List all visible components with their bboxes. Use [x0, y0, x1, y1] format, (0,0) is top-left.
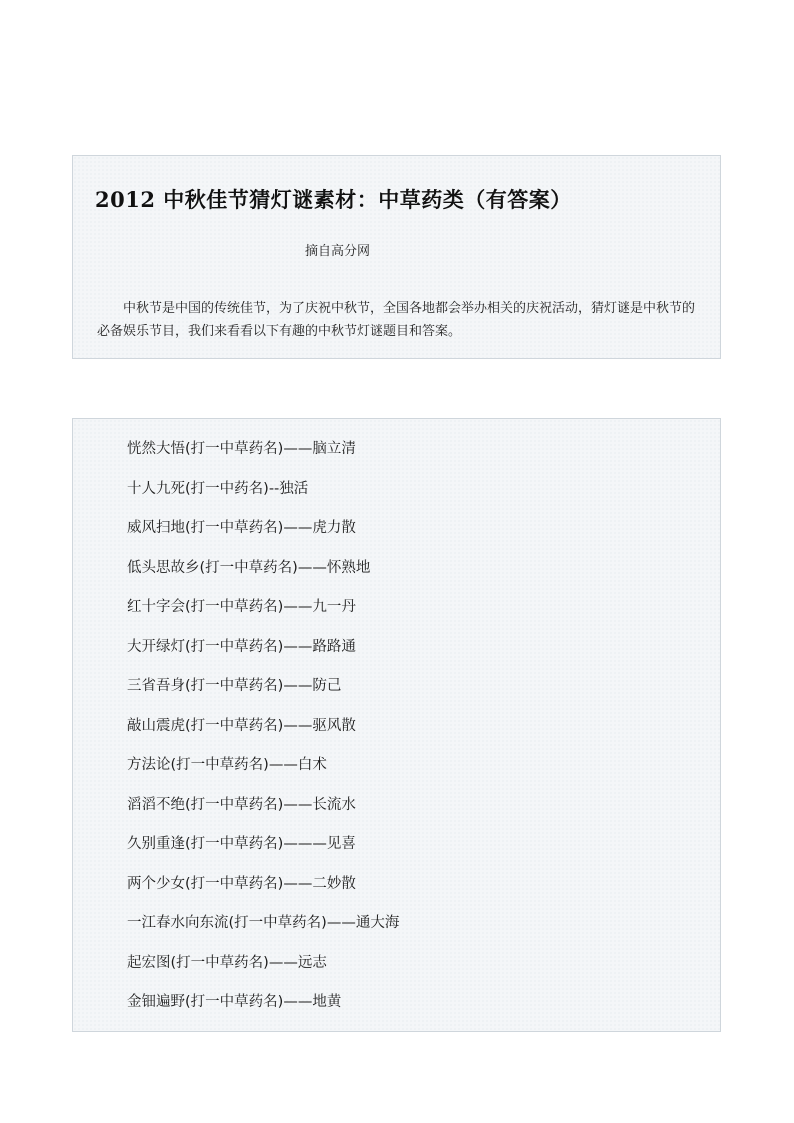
- article-intro: 中秋节是中国的传统佳节，为了庆祝中秋节，全国各地都会举办相关的庆祝活动，猜灯谜是中秋节的必备娱乐节目，我们来看看以下有趣的中秋节灯谜题目和答案。: [97, 301, 696, 339]
- riddle-item: 久别重逢(打一中草药名)———见喜: [127, 836, 356, 852]
- riddle-item: 红十字会(打一中草药名)——九一丹: [127, 599, 356, 615]
- riddle-item: 起宏图(打一中草药名)——远志: [127, 954, 327, 971]
- riddle-item: 大开绿灯(打一中草药名)——路路通: [127, 638, 356, 655]
- riddle-item: 一江春水向东流(打一中草药名)——通大海: [127, 915, 400, 931]
- article-source: 摘自高分网: [305, 244, 371, 259]
- riddle-item: 威风扫地(打一中草药名)——虎力散: [127, 520, 356, 536]
- riddle-item: 十人九死(打一中药名)--独活: [127, 480, 309, 497]
- intro-panel: [72, 155, 721, 359]
- riddle-list: [127, 438, 399, 1031]
- riddle-item: 两个少女(打一中草药名)——二妙散: [127, 875, 356, 892]
- riddle-item: 敲山震虎(打一中草药名)——驱风散: [127, 717, 356, 734]
- riddle-item: 低头思故乡(打一中草药名)——怀熟地: [127, 559, 371, 576]
- riddle-item: 恍然大悟(打一中草药名)——脑立清: [127, 441, 356, 457]
- riddle-panel: [72, 418, 721, 1032]
- article-title: 2012 中秋佳节猜灯谜素材：中草药类（有答案）: [95, 187, 572, 212]
- riddle-item: 三省吾身(打一中草药名)——防己: [127, 678, 342, 694]
- riddle-item: 金钿遍野(打一中草药名)——地黄: [127, 994, 342, 1010]
- riddle-item: 滔滔不绝(打一中草药名)——长流水: [127, 796, 356, 813]
- riddle-item: 方法论(打一中草药名)——白术: [127, 757, 327, 773]
